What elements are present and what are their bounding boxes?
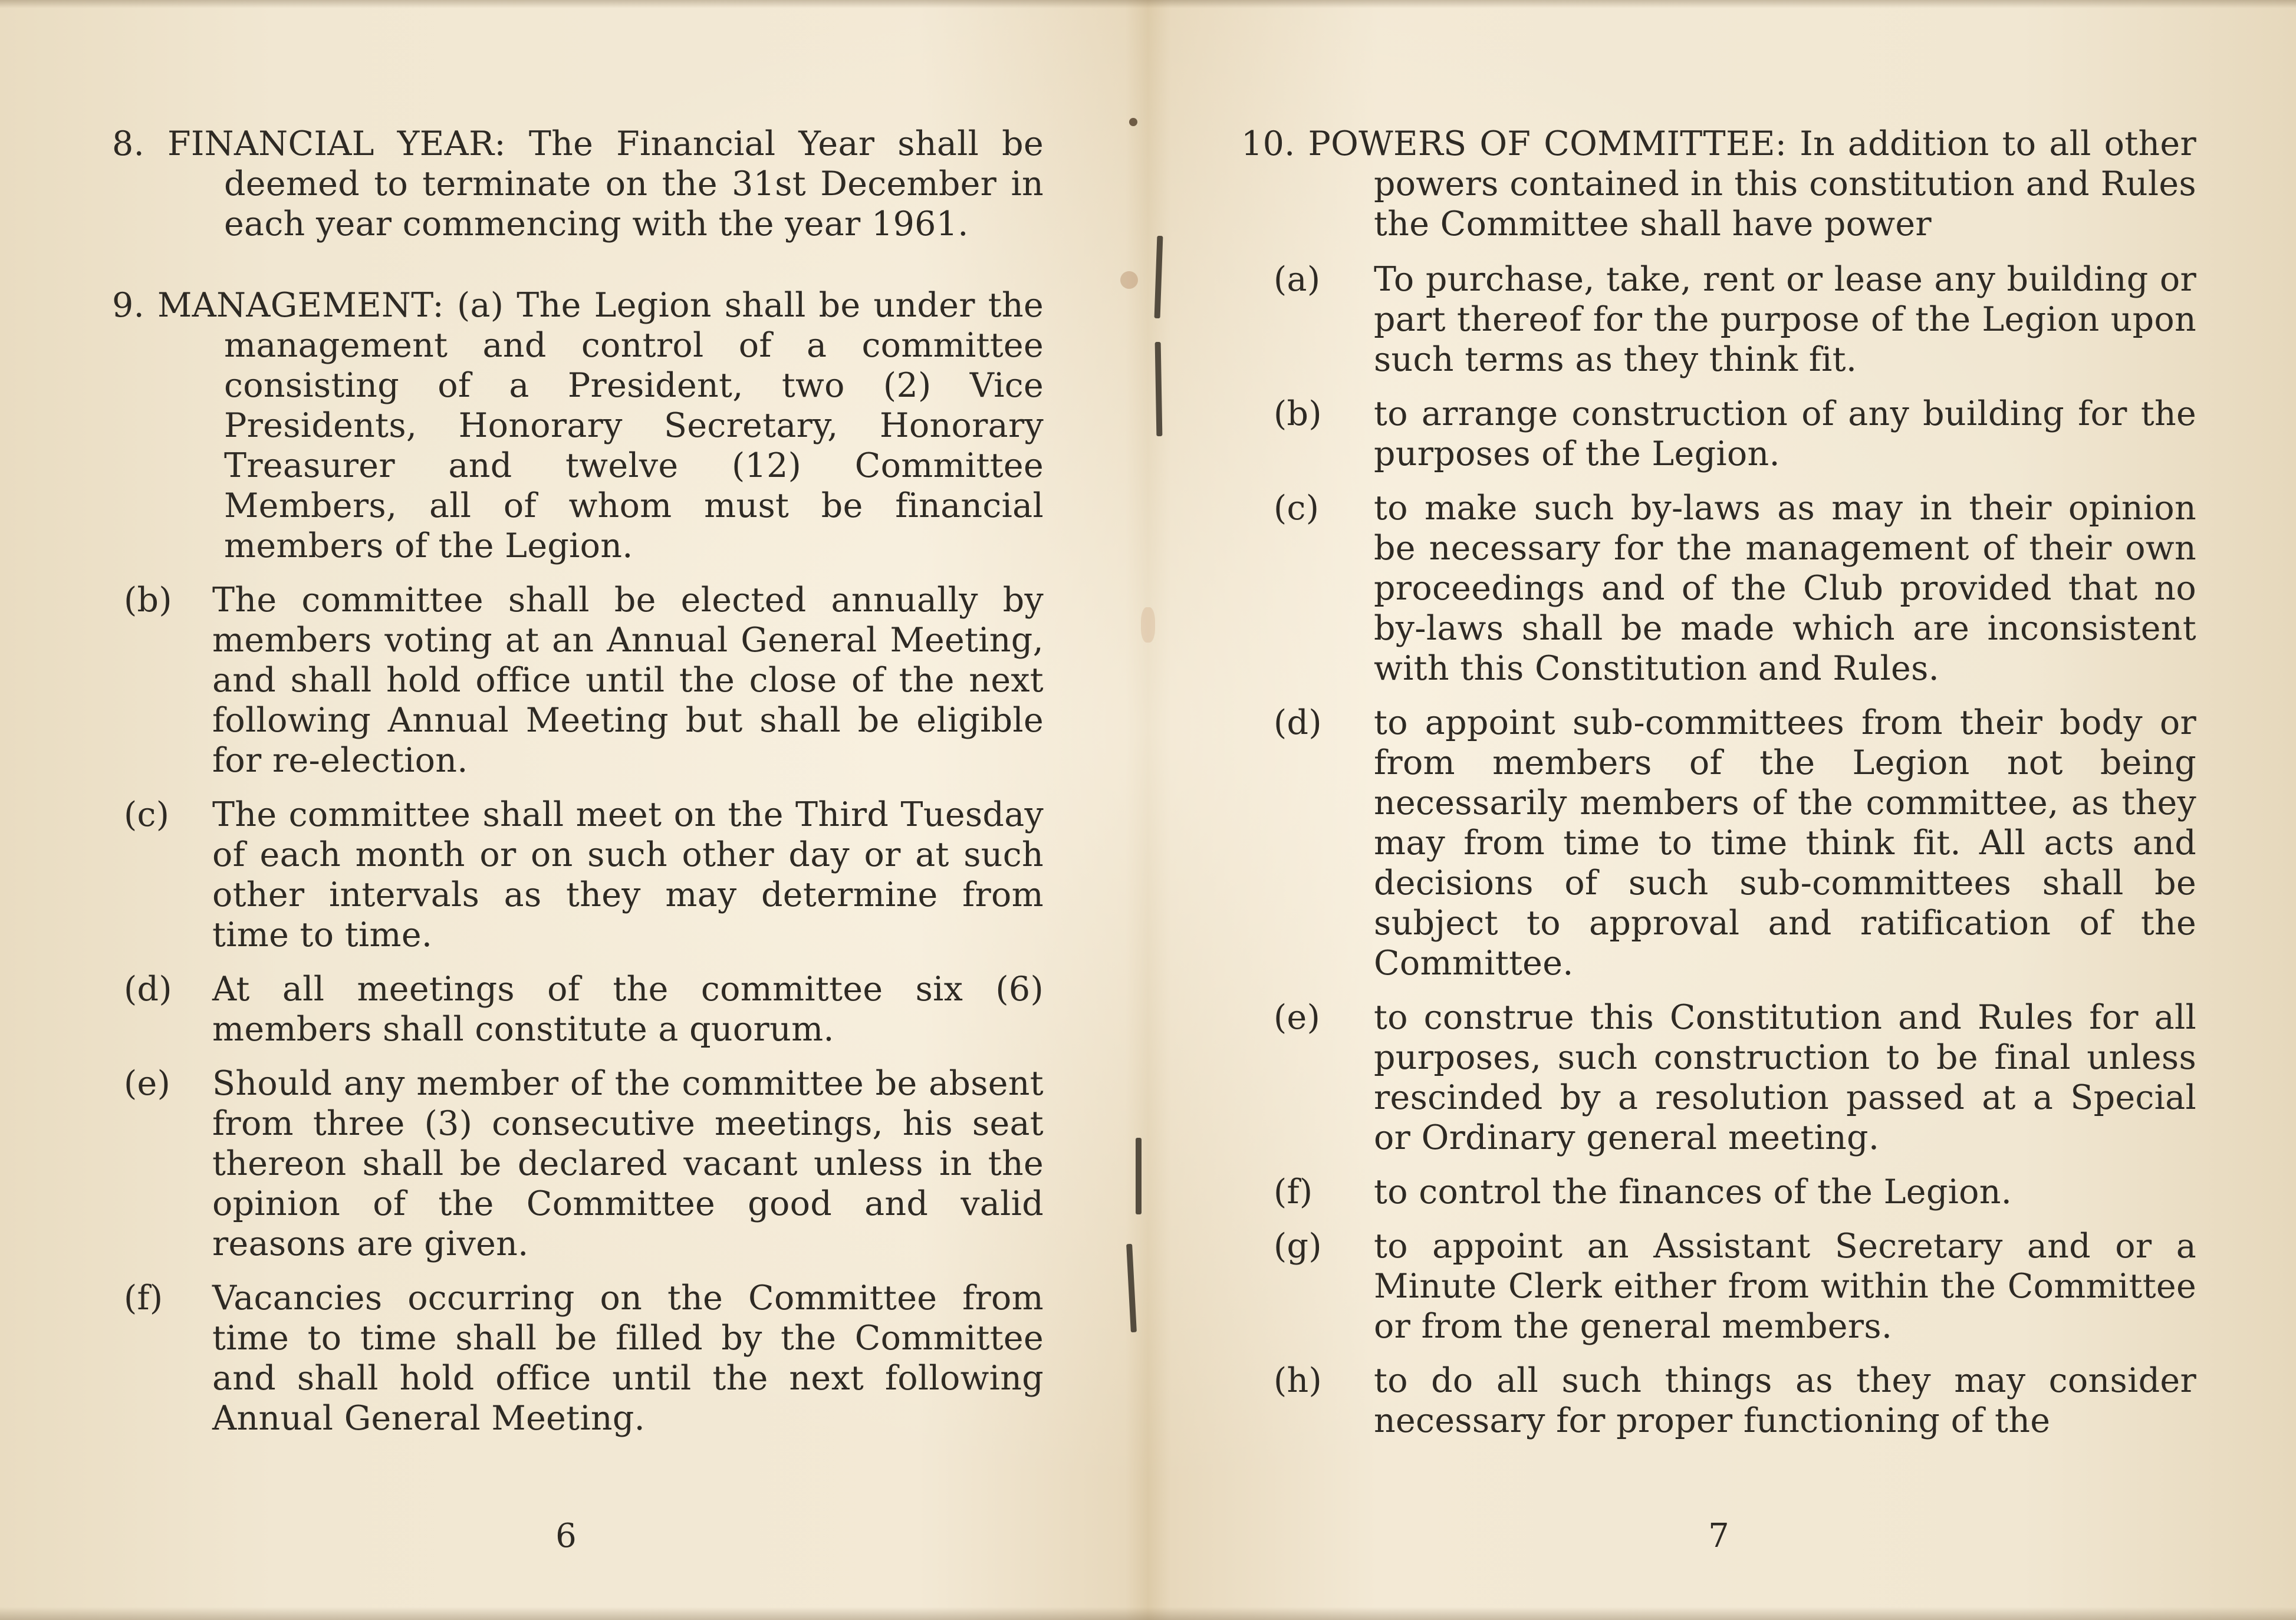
subclause-text: to do all such things as they may consider necessary for proper functioning of the (1374, 1361, 2196, 1440)
left-page (112, 124, 1044, 1453)
subclause-text: to appoint sub-committees from their body or from members of the Legion not being necessarily members of the committee, as they may from time to time think fit. All acts and decisions of such sub-committees shall be subject to approval and ratification of the Committee. (1374, 703, 2196, 983)
subclause-label: (a) (1274, 260, 1321, 299)
section-management: 9. MANAGEMENT: (a) The Legion shall be under the management and control of a committee consisting of a President, two (2) Vice Presidents, Honorary Secretary, Honorary Treasurer and twelve (12) Committee Members, all of whom must be financial members of the Legion. (112, 286, 1044, 565)
subclause (1241, 488, 2196, 689)
subclause (112, 1063, 1044, 1264)
right-page (1241, 124, 2196, 1455)
subclause-label: (e) (124, 1064, 171, 1103)
subclause (112, 795, 1044, 955)
subclause (1241, 703, 2196, 983)
subclause-text: At all meetings of the committee six (6) members shall constitute a quorum. (212, 970, 1044, 1049)
staple-bottom-2 (1126, 1244, 1137, 1332)
subclause-label: (c) (124, 795, 170, 834)
staple-top-2 (1155, 342, 1163, 436)
section-financial-year: 8. FINANCIAL YEAR: The Financial Year shall be deemed to terminate on the 31st December in each year commencing with the year 1961. (112, 124, 1044, 243)
subclause-text: The committee shall be elected annually by members voting at an Annual General Meeting, and shall hold office until the close of the next following Annual Meeting but shall be eligible for re-election. (212, 581, 1044, 780)
subclause-label: (f) (1274, 1173, 1313, 1211)
subclause-label: (e) (1274, 998, 1321, 1037)
subclause-text: to arrange construction of any building for the purposes of the Legion. (1374, 394, 2196, 473)
subclause-label: (f) (124, 1279, 163, 1318)
subclause (1241, 1172, 2196, 1212)
subclause (112, 1278, 1044, 1438)
stain-spot (1141, 607, 1155, 643)
subclause (1241, 259, 2196, 380)
page-number-right: 7 (1708, 1517, 1729, 1555)
subclause-label: (g) (1274, 1227, 1322, 1266)
subclause-label: (h) (1274, 1361, 1323, 1400)
subclause-text: to control the finances of the Legion. (1374, 1173, 2012, 1211)
subclause-label: (c) (1274, 489, 1320, 528)
page-number-left: 6 (555, 1517, 577, 1555)
subclause (112, 969, 1044, 1049)
section-powers-of-committee: 10. POWERS OF COMMITTEE: In addition to all other powers contained in this constitution and Rules the Committee shall have power (1241, 124, 2196, 243)
subclause (1241, 1226, 2196, 1346)
subclause-label: (d) (124, 970, 172, 1009)
subclause-label: (b) (1274, 394, 1322, 433)
subclause-label: (d) (1274, 703, 1322, 742)
staple-top-1 (1154, 236, 1163, 318)
subclause (1241, 394, 2196, 474)
stain-spot (1120, 271, 1138, 289)
subclause (112, 580, 1044, 781)
stain-spot (1129, 118, 1137, 126)
subclause-text: To purchase, take, rent or lease any building or part thereof for the purpose of the Legion upon such terms as they think fit. (1374, 260, 2196, 379)
subclause-text: to construe this Constitution and Rules for all purposes, such construction to be final unless rescinded by a resolution passed at a Special or Ordinary general meeting. (1374, 998, 2196, 1157)
subclause-label: (b) (124, 581, 172, 620)
page-edge-top (0, 0, 2296, 8)
subclause-text: to make such by-laws as may in their opinion be necessary for the management of their own proceedings and of the Club provided that no by-laws shall be made which are inconsistent with this Constitution and Rules. (1374, 489, 2196, 688)
staple-bottom-1 (1136, 1138, 1142, 1214)
page-edge-bottom (0, 1607, 2296, 1620)
subclause (1241, 997, 2196, 1158)
subclause-text: Vacancies occurring on the Committee from time to time shall be filled by the Committee and shall hold office until the next following Annual General Meeting. (212, 1279, 1044, 1438)
subclause-text: to appoint an Assistant Secretary and or a Minute Clerk either from within the Committee or from the general members. (1374, 1227, 2196, 1346)
subclause-text: The committee shall meet on the Third Tuesday of each month or on such other day or at such other intervals as they may determine from time to time. (212, 795, 1044, 954)
subclause-text: Should any member of the committee be absent from three (3) consecutive meetings, his seat thereon shall be declared vacant unless in the opinion of the Committee good and valid reasons are given. (212, 1064, 1044, 1263)
subclause (1241, 1361, 2196, 1441)
